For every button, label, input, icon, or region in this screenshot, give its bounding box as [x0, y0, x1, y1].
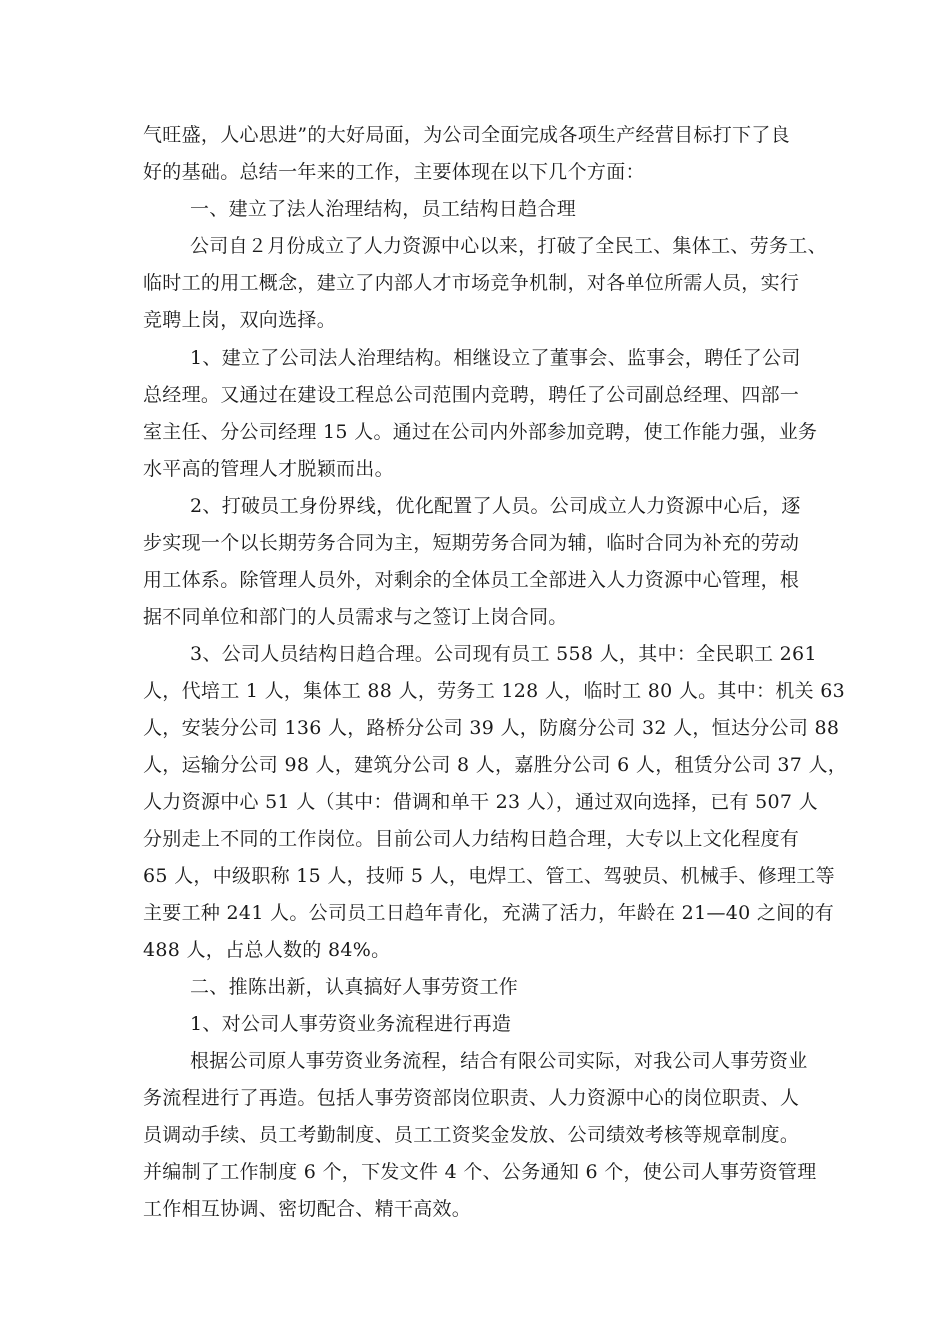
- text-line: 务流程进行了再造。包括人事劳资部岗位职责、人力资源中心的岗位职责、人: [143, 1087, 800, 1109]
- text-line: 根据公司原人事劳资业务流程，结合有限公司实际，对我公司人事劳资业: [190, 1050, 808, 1072]
- text-line: 临时工的用工概念，建立了内部人才市场竞争机制，对各单位所需人员，实行: [143, 272, 800, 294]
- text-line: 气旺盛，人心思进”的大好局面，为公司全面完成各项生产经营目标打下了良: [143, 124, 790, 146]
- text-line: 工作相互协调、密切配合、精干高效。: [143, 1198, 472, 1220]
- text-line: 室主任、分公司经理 15 人。通过在公司内外部参加竞聘，使工作能力强，业务: [143, 421, 818, 443]
- text-line: 2、打破员工身份界线，优化配置了人员。公司成立人力资源中心后，逐: [190, 495, 801, 517]
- text-line: 用工体系。除管理人员外，对剩余的全体员工全部进入人力资源中心管理，根: [143, 569, 800, 591]
- section-heading: 二、推陈出新，认真搞好人事劳资工作: [190, 976, 519, 998]
- text-line: 据不同单位和部门的人员需求与之签订上岗合同。: [143, 606, 568, 628]
- text-line: 488 人，占总人数的 84%。: [143, 939, 391, 961]
- text-line: 并编制了工作制度 6 个，下发文件 4 个、公务通知 6 个，使公司人事劳资管理: [143, 1161, 817, 1183]
- text-line: 步实现一个以长期劳务合同为主，短期劳务合同为辅，临时合同为补充的劳动: [143, 532, 800, 554]
- text-line: 人，安装分公司 136 人，路桥分公司 39 人，防腐分公司 32 人，恒达分公司 88: [143, 717, 840, 739]
- text-line: 员调动手续、员工考勤制度、员工工资奖金发放、公司绩效考核等规章制度。: [143, 1124, 800, 1146]
- text-line: 竞聘上岗，双向选择。: [143, 309, 337, 331]
- text-line: 1、建立了公司法人治理结构。相继设立了董事会、监事会，聘任了公司: [190, 347, 801, 369]
- text-line: 总经理。又通过在建设工程总公司范围内竞聘，聘任了公司副总经理、四部一: [143, 384, 800, 406]
- text-line: 65 人，中级职称 15 人，技师 5 人，电焊工、管工、驾驶员、机械手、修理工等: [143, 865, 835, 887]
- text-line: 主要工种 241 人。公司员工日趋年青化，充满了活力，年龄在 21—40 之间的有: [143, 902, 835, 924]
- subsection-heading: 1、对公司人事劳资业务流程进行再造: [190, 1013, 512, 1035]
- text-line: 3、公司人员结构日趋合理。公司现有员工 558 人，其中：全民职工 261: [190, 643, 817, 665]
- text-line: 人力资源中心 51 人（其中：借调和单干 23 人），通过双向选择，已有 507 人: [143, 791, 818, 813]
- text-line: 人，代培工 1 人，集体工 88 人，劳务工 128 人，临时工 80 人。其中：机关 63: [143, 680, 846, 702]
- text-line: 水平高的管理人才脱颖而出。: [143, 458, 394, 480]
- text-line: 好的基础。总结一年来的工作，主要体现在以下几个方面：: [143, 161, 645, 183]
- text-line: 公司自２月份成立了人力资源中心以来，打破了全民工、集体工、劳务工、: [190, 235, 827, 257]
- text-line: 人，运输分公司 98 人，建筑分公司 8 人，嘉胜分公司 6 人，租赁分公司 37 人，: [143, 754, 848, 776]
- section-heading: 一、建立了法人治理结构，员工结构日趋合理: [190, 198, 577, 220]
- text-line: 分别走上不同的工作岗位。目前公司人力结构日趋合理，大专以上文化程度有: [143, 828, 800, 850]
